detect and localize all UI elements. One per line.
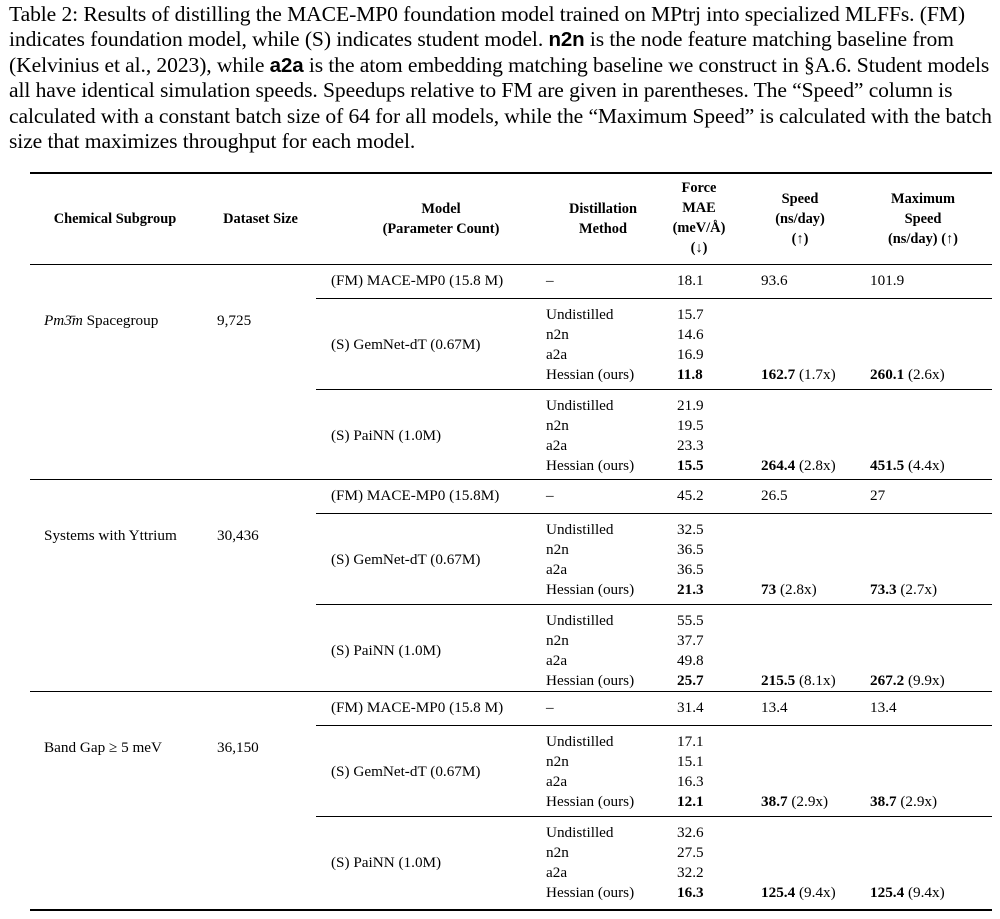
student-model: (S) GemNet-dT (0.67M) <box>331 336 481 353</box>
student-max-speed <box>870 671 945 691</box>
force-mae: 16.3 <box>677 884 704 901</box>
force-mae: 32.5 <box>677 521 704 538</box>
speed-value: 215.5 <box>761 672 796 689</box>
max-speedup-factor: (2.7x) <box>896 581 938 598</box>
fm-mae: 31.4 <box>677 699 704 716</box>
caption-text-2: is the node feature matching baseline from (Kelvinius et al., 2023), while <box>9 27 954 77</box>
distill-method: a2a <box>546 346 568 363</box>
caption-a2a: a2a <box>269 53 304 77</box>
force-mae: 17.1 <box>677 733 704 750</box>
distill-method: a2a <box>546 773 568 790</box>
header-force-mae: Force MAE (meV/Å) (↓) <box>672 180 726 256</box>
fm-model: (FM) MACE-MP0 (15.8 M) <box>331 272 504 289</box>
distill-method: n2n <box>546 417 569 434</box>
dataset-size: 30,436 <box>217 527 259 544</box>
force-mae: 14.6 <box>677 326 704 343</box>
force-mae: 36.5 <box>677 541 704 558</box>
fm-model: (FM) MACE-MP0 (15.8 M) <box>331 699 504 716</box>
distill-method: a2a <box>546 864 568 881</box>
distill-method: a2a <box>546 652 568 669</box>
force-mae: 15.5 <box>677 457 704 474</box>
force-mae: 19.5 <box>677 417 704 434</box>
student-model: (S) GemNet-dT (0.67M) <box>331 763 481 780</box>
header-max-speed: Maximum Speed (ns/day) (↑) <box>888 191 958 247</box>
max-speed-value: 260.1 <box>870 366 905 383</box>
header-speed: Speed (ns/day) (↑) <box>775 191 825 247</box>
student-separator-rule <box>316 389 992 390</box>
force-mae: 32.6 <box>677 824 704 841</box>
student-speed <box>761 580 817 600</box>
distill-method: Hessian (ours) <box>546 793 635 810</box>
speed-value: 264.4 <box>761 457 796 474</box>
speedup-factor: (2.8x) <box>776 581 817 598</box>
max-speedup-factor: (2.9x) <box>896 793 938 810</box>
dataset-size: 9,725 <box>217 312 252 329</box>
force-mae: 37.7 <box>677 632 704 649</box>
max-speedup-factor: (9.4x) <box>904 884 945 901</box>
student-max-speed <box>870 456 945 476</box>
caption-text-3: is the atom embedding matching baseline we construct in §A.6. Student models all have identical simulation speeds. Speedups relative to FM are given in parentheses. The “Speed” column is calculated with a constant batch size of 64 for all models, while the “Maximum Speed” is calculated with the batch size that maximizes throughput for each model. <box>9 52 992 154</box>
student-max-speed <box>870 883 945 903</box>
student-speed <box>761 365 836 385</box>
fm-student-rule <box>316 513 992 514</box>
header-method: Distillation Method <box>569 201 637 237</box>
subgroup-label: Spacegroup <box>82 312 159 329</box>
student-model: (S) PaiNN (1.0M) <box>331 427 442 444</box>
speed-value: 38.7 <box>761 793 788 810</box>
student-max-speed <box>870 365 945 385</box>
table-caption <box>9 2 994 154</box>
fm-speed: 26.5 <box>761 487 788 504</box>
distill-method: Undistilled <box>546 612 614 629</box>
distill-method: a2a <box>546 561 568 578</box>
student-separator-rule <box>316 604 992 605</box>
force-mae: 55.5 <box>677 612 704 629</box>
fm-student-rule <box>316 298 992 299</box>
distill-method: n2n <box>546 753 569 770</box>
fm-method: – <box>546 699 554 716</box>
dataset-size: 36,150 <box>217 739 259 756</box>
fm-speed: 93.6 <box>761 272 788 289</box>
max-speedup-factor: (2.6x) <box>904 366 945 383</box>
force-mae: 36.5 <box>677 561 704 578</box>
distill-method: Undistilled <box>546 521 614 538</box>
distill-method: Hessian (ours) <box>546 884 635 901</box>
speed-value: 162.7 <box>761 366 796 383</box>
fm-model: (FM) MACE-MP0 (15.8M) <box>331 487 500 504</box>
subgroup-math: Pm3̄m <box>44 312 83 329</box>
distill-method: Hessian (ours) <box>546 366 635 383</box>
max-speedup-factor: (9.9x) <box>904 672 945 689</box>
student-speed <box>761 456 836 476</box>
force-mae: 27.5 <box>677 844 704 861</box>
distill-method: Hessian (ours) <box>546 672 635 689</box>
force-mae: 32.2 <box>677 864 704 881</box>
fm-max-speed: 13.4 <box>870 699 897 716</box>
speed-value: 125.4 <box>761 884 796 901</box>
fm-method: – <box>546 272 554 289</box>
header-model: Model (Parameter Count) <box>382 201 500 237</box>
chemical-subgroup <box>44 526 177 546</box>
bottom-rule <box>30 909 992 911</box>
results-table <box>30 172 992 912</box>
chemical-subgroup <box>44 311 158 331</box>
caption-n2n: n2n <box>548 28 585 52</box>
fm-method: – <box>546 487 554 504</box>
max-speed-value: 73.3 <box>870 581 897 598</box>
max-speed-value: 267.2 <box>870 672 905 689</box>
force-mae: 11.8 <box>677 366 703 383</box>
fm-speed: 13.4 <box>761 699 788 716</box>
fm-mae: 45.2 <box>677 487 704 504</box>
top-rule <box>30 172 992 174</box>
distill-method: n2n <box>546 541 569 558</box>
force-mae: 21.9 <box>677 397 704 414</box>
distill-method: Undistilled <box>546 733 614 750</box>
force-mae: 21.3 <box>677 581 704 598</box>
distill-method: Undistilled <box>546 824 614 841</box>
max-speed-value: 451.5 <box>870 457 905 474</box>
student-max-speed <box>870 792 937 812</box>
group-separator-rule <box>30 691 992 692</box>
speed-value: 73 <box>761 581 777 598</box>
speedup-factor: (8.1x) <box>795 672 836 689</box>
header-rule <box>30 264 992 265</box>
distill-method: Undistilled <box>546 397 614 414</box>
student-speed <box>761 883 836 903</box>
speedup-factor: (2.9x) <box>787 793 829 810</box>
distill-method: n2n <box>546 632 569 649</box>
speedup-factor: (1.7x) <box>795 366 836 383</box>
force-mae: 12.1 <box>677 793 704 810</box>
distill-method: Hessian (ours) <box>546 457 635 474</box>
group-separator-rule <box>30 479 992 480</box>
subgroup-label: Band Gap ≥ 5 meV <box>44 739 162 756</box>
max-speed-value: 125.4 <box>870 884 905 901</box>
speedup-factor: (9.4x) <box>795 884 836 901</box>
student-model: (S) PaiNN (1.0M) <box>331 642 442 659</box>
max-speedup-factor: (4.4x) <box>904 457 945 474</box>
distill-method: Hessian (ours) <box>546 581 635 598</box>
max-speed-value: 38.7 <box>870 793 897 810</box>
student-model: (S) PaiNN (1.0M) <box>331 854 442 871</box>
student-speed <box>761 671 836 691</box>
caption-text-1: Table 2: Results of distilling the MACE-MP0 foundation model trained on MPtrj into specialized MLFFs. (FM) indicates foundation model, while (S) indicates student model. <box>9 2 965 52</box>
speedup-factor: (2.8x) <box>795 457 836 474</box>
force-mae: 15.7 <box>677 306 704 323</box>
force-mae: 16.9 <box>677 346 704 363</box>
chemical-subgroup <box>44 738 162 758</box>
subgroup-label: Systems with Yttrium <box>44 527 177 544</box>
force-mae: 49.8 <box>677 652 704 669</box>
student-model: (S) GemNet-dT (0.67M) <box>331 551 481 568</box>
fm-max-speed: 101.9 <box>870 272 905 289</box>
header-subgroup: Chemical Subgroup <box>53 211 177 227</box>
student-max-speed <box>870 580 937 600</box>
fm-mae: 18.1 <box>677 272 704 289</box>
force-mae: 25.7 <box>677 672 704 689</box>
force-mae: 15.1 <box>677 753 704 770</box>
distill-method: a2a <box>546 437 568 454</box>
force-mae: 16.3 <box>677 773 704 790</box>
distill-method: n2n <box>546 844 569 861</box>
distill-method: Undistilled <box>546 306 614 323</box>
student-speed <box>761 792 828 812</box>
student-separator-rule <box>316 816 992 817</box>
force-mae: 23.3 <box>677 437 704 454</box>
header-dataset-size: Dataset Size <box>223 211 298 227</box>
fm-max-speed: 27 <box>870 487 886 504</box>
distill-method: n2n <box>546 326 569 343</box>
fm-student-rule <box>316 725 992 726</box>
